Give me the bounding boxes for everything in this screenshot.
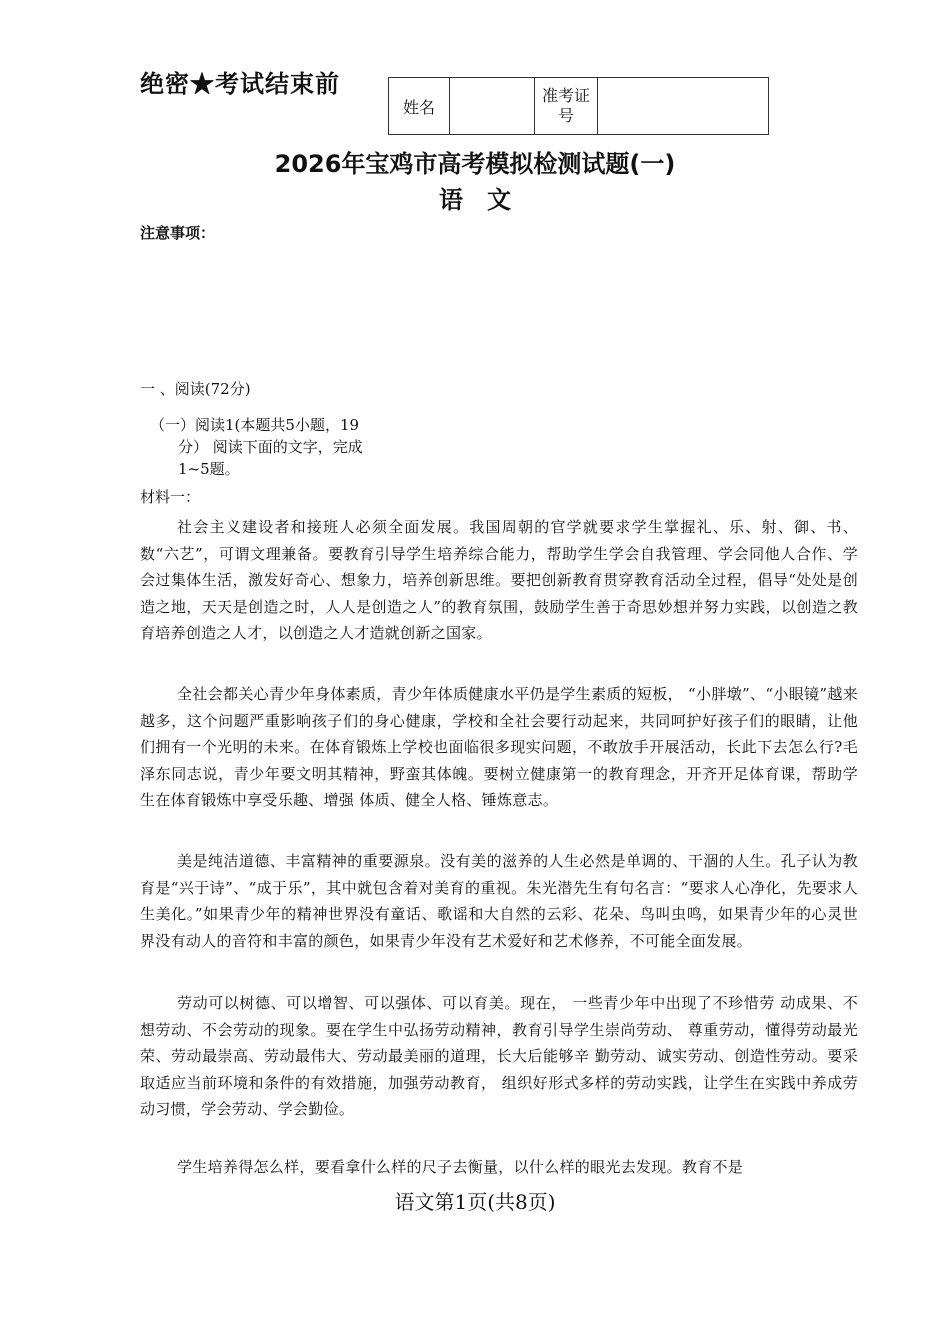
- paragraph-3: 美是纯洁道德、丰富精神的重要源泉。没有美的滋养的人生必然是单调的、干涸的人生。孔子认为教育是“兴于诗”、“成于乐”，其中就包含着对美育的重视。朱光潜先生有句名言：“要求人心净化，先要求人生美化。”如果青少年的精神世界没有童话、歌谣和大自然的云彩、花朵、鸟叫虫鸣，如果青少年的心灵世界没有动人的音符和丰富的颜色，如果青少年没有艺术爱好和艺术修养，不可能全面发展。: [140, 852, 858, 950]
- secret-label: 绝密★考试结束前: [140, 69, 340, 98]
- subsection-heading: [150, 414, 430, 480]
- name-field[interactable]: [450, 78, 535, 135]
- material-label: 材料一：: [140, 488, 201, 506]
- paragraph-2: 全社会都关心青少年身体素质，青少年体质健康水平仍是学生素质的短板， “小胖墩”、“小眼镜”越来越多，这个问题严重影响孩子们的身心健康，学校和全社会要行动起来，共同呵护好孩子们的眼睛，让他们拥有一个光明的未来。在体育锻炼上学校也面临很多现实问题，不敢放手开展活动，长此下去怎么行?毛泽东同志说，青少年要文明其精神，野蛮其体魄。要树立健康第一的教育理念，开齐开足体育课，帮助学生在体育锻炼中享受乐趣、增强 体质、健全人格、锤炼意志。: [140, 685, 858, 809]
- section-heading: 一 、阅读(72分): [140, 380, 251, 398]
- candidate-info-table: [388, 77, 769, 135]
- subsection-line-2: 分） 阅读下面的文字，完成: [178, 438, 363, 456]
- page-footer: 语文第1页(共8页): [394, 1190, 556, 1214]
- exam-id-field[interactable]: [598, 78, 769, 135]
- paragraph-4: 劳动可以树德、可以增智、可以强体、可以育美。现在， 一些青少年中出现了不珍惜劳 动成果、不想劳动、不会劳动的现象。要在学生中弘扬劳动精神，教育引导学生崇尚劳动、 尊重劳动，懂得劳动最光荣、劳动最崇高、劳动最伟大、劳动最美丽的道理，长大后能够辛 勤劳动、诚实劳动、创造性劳动。要采取适应当前环境和条件的有效措施，加强劳动教育， 组织好形式多样的劳动实践，让学生在实践中养成劳动习惯，学会劳动、学会勤俭。: [140, 994, 858, 1118]
- name-label: 姓名: [389, 78, 450, 135]
- exam-title: 2026年宝鸡市高考模拟检测试题(一): [274, 150, 676, 178]
- subject-title: 语文: [439, 185, 535, 214]
- notice-label: 注意事项：: [140, 224, 216, 242]
- subsection-line-1: （一）阅读1(本题共5小题，19: [150, 416, 360, 434]
- paragraph-1: 社会主义建设者和接班人必须全面发展。我国周朝的官学就要求学生掌握礼、乐、射、御、书、数“六艺”，可谓文理兼备。要教育引导学生培养综合能力，帮助学生学会自我管理、学会同他人合作、学会过集体生活，激发好奇心、想象力，培养创新思维。要把创新教育贯穿教育活动全过程，倡导“处处是创造之地，天天是创造之时，人人是创造之人”的教育氛围，鼓励学生善于奇思妙想并努力实践，以创造之教育培养创造之人才，以创造之人才造就创新之国家。: [140, 518, 858, 642]
- paragraph-5: 学生培养得怎么样，要看拿什么样的尺子去衡量，以什么样的眼光去发现。教育不是: [177, 1158, 744, 1176]
- subsection-line-3: 1~5题。: [178, 460, 240, 478]
- exam-id-label: 准考证号: [535, 78, 598, 135]
